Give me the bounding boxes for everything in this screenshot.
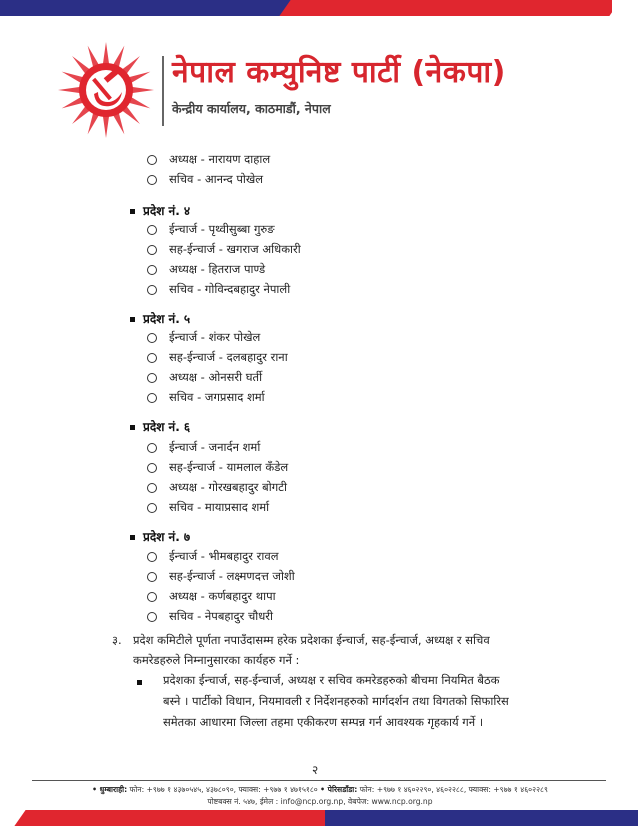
- square-bullet-icon: [130, 535, 135, 540]
- list-item-text: ईन्चार्ज - शंकर पोखेल: [169, 330, 261, 344]
- bottom-color-band: [0, 810, 638, 826]
- list-item: [147, 390, 265, 405]
- list-item-text: सचिव - नेपबहादुर चौधरी: [169, 609, 273, 623]
- point-text-line: कमरेडहरुले निम्नानुसारका कार्यहरु गर्ने :: [133, 653, 300, 667]
- point-text-line: प्रदेश कमिटीले पूर्णता नपाउँदासम्म हरेक प्रदेशका ईन्चार्ज, सह-ईन्चार्ज, अध्यक्ष र सचिव: [133, 633, 490, 647]
- top-red-stripe: [279, 0, 620, 16]
- list-item-text: सचिव - जगप्रसाद शर्मा: [169, 390, 265, 404]
- province-heading: [130, 202, 190, 219]
- circle-bullet-icon: [147, 552, 157, 562]
- circle-bullet-icon: [147, 245, 157, 255]
- circle-bullet-icon: [147, 503, 157, 513]
- heading-text: प्रदेश नं. ७: [143, 530, 191, 544]
- sub-point-text-line: बस्ने । पार्टीको विधान, नियमावली र निर्देशनहरुको मार्गदर्शन तथा विगतको सिफारिस: [163, 694, 509, 708]
- list-item: [147, 549, 279, 564]
- list-item-text: अध्यक्ष - हितराज पाण्डे: [169, 262, 266, 276]
- list-item-text: अध्यक्ष - नारायण दाहाल: [169, 152, 271, 166]
- sun-ray: [113, 46, 124, 68]
- top-blue-stripe: [0, 0, 300, 16]
- sun-ray: [129, 72, 151, 83]
- list-item-text: ईन्चार्ज - पृथ्वीसुब्बा गुरुङ: [169, 222, 275, 236]
- square-bullet-icon: [130, 209, 135, 214]
- footer-contact-line: [30, 784, 610, 796]
- footer-divider: [32, 780, 606, 781]
- list-item-text: ईन्चार्ज - जनार्दन शर्मा: [169, 440, 261, 454]
- list-item: [147, 609, 273, 624]
- list-item: [147, 370, 262, 385]
- header-divider: [162, 56, 164, 126]
- circle-bullet-icon: [147, 155, 157, 165]
- footer-web-line: पोष्टबक्स नं. ५४७, ईमेल : info@ncp.org.np, वेबपेज: www.ncp.org.np: [207, 797, 433, 806]
- circle-bullet-icon: [147, 612, 157, 622]
- sun-ray: [103, 116, 109, 138]
- top-color-band: [0, 0, 638, 20]
- list-item: [147, 480, 287, 495]
- province-heading: [130, 418, 190, 435]
- list-item: [147, 440, 260, 455]
- circle-bullet-icon: [147, 463, 157, 473]
- sun-ray: [129, 97, 151, 108]
- list-item-text: सचिव - मायाप्रसाद शर्मा: [169, 500, 270, 514]
- party-logo-icon: [56, 40, 156, 140]
- circle-bullet-icon: [147, 333, 157, 343]
- province-heading: [130, 528, 190, 545]
- sun-ray: [88, 46, 99, 68]
- org-subtitle: केन्द्रीय कार्यालय, काठमाडौं, नेपाल: [172, 101, 331, 116]
- footer-office-text: फोन: +९७७ १ ४६०२२९०, ४६०२२८८, फ्याक्स: +९७७ १ ४६०२२८९: [357, 785, 548, 794]
- heading-text: प्रदेश नं. ६: [143, 420, 191, 434]
- footer-office-label: • पेरिसडाँडा:: [320, 785, 358, 794]
- list-item-text: अध्यक्ष - कर्णबहादुर थापा: [169, 589, 276, 603]
- sun-ray: [103, 42, 109, 64]
- list-item: [147, 222, 275, 237]
- circle-bullet-icon: [147, 373, 157, 383]
- circle-bullet-icon: [147, 265, 157, 275]
- circle-bullet-icon: [147, 393, 157, 403]
- sun-ray: [88, 113, 99, 135]
- list-item-text: सचिव - गोविन्दबहादुर नेपाली: [169, 282, 291, 296]
- bottom-blue-stripe: [325, 810, 638, 826]
- sub-point-text-line: समेतका आधारमा जिल्ला तहमा एकीकरण सम्पन्न गर्न आवश्यक गृहकार्य गर्ने ।: [163, 715, 484, 729]
- square-bullet-icon: [137, 672, 142, 692]
- list-item: [147, 262, 265, 277]
- list-item: [147, 460, 288, 475]
- list-item-text: ईन्चार्ज - भीमबहादुर रावल: [169, 549, 279, 563]
- list-item: [147, 350, 288, 365]
- circle-bullet-icon: [147, 285, 157, 295]
- list-item: [147, 330, 260, 345]
- circle-bullet-icon: [147, 443, 157, 453]
- list-item-text: सचिव - आनन्द पोखेल: [169, 172, 264, 186]
- circle-bullet-icon: [147, 353, 157, 363]
- list-item: [147, 500, 269, 515]
- list-item-text: सह-ईन्चार्ज - खगराज अधिकारी: [169, 242, 301, 256]
- circle-bullet-icon: [147, 483, 157, 493]
- list-item: [147, 152, 270, 167]
- footer: [30, 784, 610, 808]
- heading-text: प्रदेश नं. ४: [143, 204, 191, 218]
- sub-point-text-line: प्रदेशका ईन्चार्ज, सह-ईन्चार्ज, अध्यक्ष र सचिव कमरेडहरुको बीचमा नियमित बैठक: [163, 673, 500, 687]
- footer-office-text: फोन: +९७७ १ ४३७०५४५, ४३७८०९०, फ्याक्स: +९७७ १ ४७१५१८०: [127, 785, 321, 794]
- square-bullet-icon: [130, 425, 135, 430]
- heading-text: प्रदेश नं. ५: [143, 312, 191, 326]
- circle-bullet-icon: [147, 572, 157, 582]
- point-number: ३.: [112, 633, 122, 647]
- circle-bullet-icon: [147, 175, 157, 185]
- province-heading: [130, 310, 190, 327]
- list-item: [147, 172, 263, 187]
- sun-ray: [62, 97, 84, 108]
- sun-ray: [62, 72, 84, 83]
- circle-bullet-icon: [147, 225, 157, 235]
- circle-bullet-icon: [147, 592, 157, 602]
- list-item: [147, 282, 290, 297]
- bottom-red-stripe: [14, 810, 345, 826]
- sun-ray: [132, 87, 154, 93]
- page-number: २: [312, 763, 319, 777]
- list-item: [147, 242, 301, 257]
- square-bullet-icon: [130, 317, 135, 322]
- list-item-text: सह-ईन्चार्ज - यामलाल कँडेल: [169, 460, 289, 474]
- org-name: नेपाल कम्युनिष्ट पार्टी (नेकपा): [172, 55, 506, 90]
- list-item-text: सह-ईन्चार्ज - लक्ष्मणदत्त जोशी: [169, 569, 295, 583]
- sun-ray: [113, 113, 124, 135]
- list-item-text: अध्यक्ष - ओनसरी घर्ती: [169, 370, 263, 384]
- footer-office-label: • धुम्बाराही:: [92, 785, 128, 794]
- top-right-gap: [612, 0, 638, 16]
- list-item-text: सह-ईन्चार्ज - दलबहादुर राना: [169, 350, 288, 364]
- list-item-text: अध्यक्ष - गोरखबहादुर बोगटी: [169, 480, 287, 494]
- sun-ray: [58, 87, 80, 93]
- list-item: [147, 569, 295, 584]
- list-item: [147, 589, 276, 604]
